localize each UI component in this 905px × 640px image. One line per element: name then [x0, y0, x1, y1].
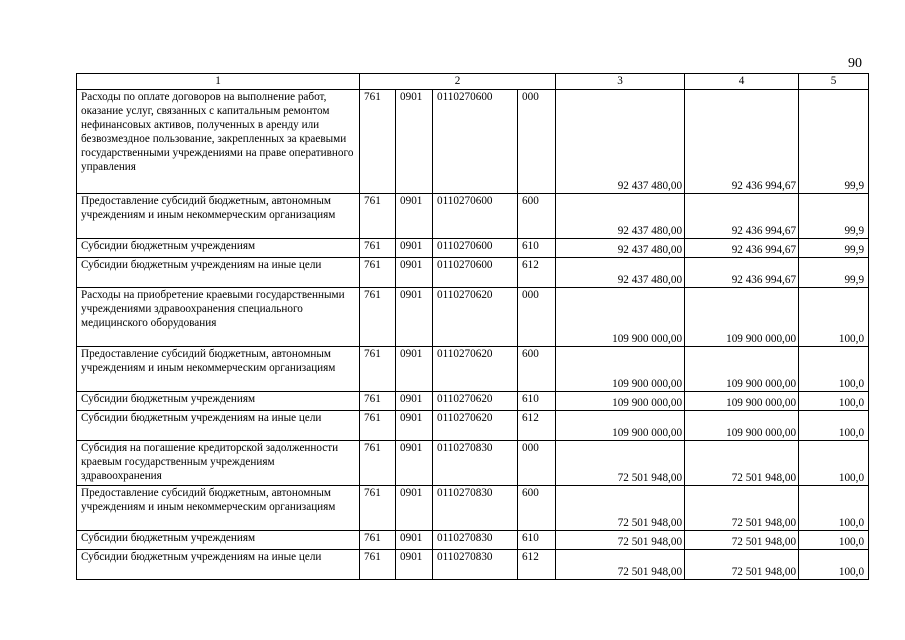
row-value-planned: 109 900 000,00	[556, 347, 685, 392]
row-value-percent: 100,0	[799, 347, 869, 392]
row-value-percent: 100,0	[799, 531, 869, 550]
row-value-actual: 72 501 948,00	[685, 486, 799, 531]
row-code-target: 0110270620	[433, 347, 518, 392]
row-description: Предоставление субсидий бюджетным, автономным учреждениям и иным некоммерческим организациям	[77, 486, 360, 531]
row-code-admin: 761	[360, 392, 396, 411]
row-code-type: 610	[518, 392, 556, 411]
row-code-type: 600	[518, 347, 556, 392]
row-code-section: 0901	[396, 531, 433, 550]
row-code-target: 0110270830	[433, 550, 518, 580]
row-code-target: 0110270600	[433, 90, 518, 194]
row-code-target: 0110270600	[433, 239, 518, 258]
row-code-admin: 761	[360, 239, 396, 258]
row-value-planned: 109 900 000,00	[556, 288, 685, 347]
table-row	[77, 90, 869, 194]
table-row	[77, 258, 869, 288]
row-code-type: 000	[518, 90, 556, 194]
row-code-type: 600	[518, 486, 556, 531]
row-code-section: 0901	[396, 90, 433, 194]
page-number: 90	[848, 56, 862, 71]
row-value-planned: 72 501 948,00	[556, 531, 685, 550]
row-value-planned: 92 437 480,00	[556, 258, 685, 288]
row-code-target: 0110270620	[433, 411, 518, 441]
row-code-admin: 761	[360, 441, 396, 486]
table-row	[77, 486, 869, 531]
row-description: Субсидии бюджетным учреждениям на иные цели	[77, 550, 360, 580]
row-value-actual: 72 501 948,00	[685, 550, 799, 580]
row-code-section: 0901	[396, 194, 433, 239]
row-value-percent: 99,9	[799, 194, 869, 239]
row-value-actual: 92 436 994,67	[685, 194, 799, 239]
row-value-actual: 92 436 994,67	[685, 258, 799, 288]
row-code-type: 000	[518, 441, 556, 486]
row-code-section: 0901	[396, 239, 433, 258]
row-code-admin: 761	[360, 550, 396, 580]
row-value-actual: 72 501 948,00	[685, 531, 799, 550]
table-row	[77, 441, 869, 486]
row-value-planned: 109 900 000,00	[556, 411, 685, 441]
row-value-planned: 72 501 948,00	[556, 441, 685, 486]
budget-table	[76, 73, 869, 580]
row-code-target: 0110270600	[433, 258, 518, 288]
row-code-type: 612	[518, 258, 556, 288]
row-value-percent: 100,0	[799, 411, 869, 441]
row-code-type: 612	[518, 550, 556, 580]
row-code-admin: 761	[360, 486, 396, 531]
row-value-percent: 100,0	[799, 441, 869, 486]
row-value-planned: 72 501 948,00	[556, 550, 685, 580]
row-description: Субсидии бюджетным учреждениям на иные цели	[77, 411, 360, 441]
row-description: Расходы на приобретение краевыми государственными учреждениями здравоохранения специального медицинского оборудования	[77, 288, 360, 347]
row-value-percent: 100,0	[799, 486, 869, 531]
header-col-1: 1	[77, 74, 360, 90]
table-row	[77, 347, 869, 392]
row-value-planned: 92 437 480,00	[556, 194, 685, 239]
row-code-section: 0901	[396, 411, 433, 441]
row-code-target: 0110270600	[433, 194, 518, 239]
row-value-percent: 100,0	[799, 550, 869, 580]
row-code-target: 0110270830	[433, 441, 518, 486]
row-code-target: 0110270830	[433, 486, 518, 531]
row-description: Субсидии бюджетным учреждениям на иные цели	[77, 258, 360, 288]
table-row	[77, 288, 869, 347]
row-value-actual: 109 900 000,00	[685, 347, 799, 392]
row-code-section: 0901	[396, 288, 433, 347]
row-code-admin: 761	[360, 90, 396, 194]
row-code-section: 0901	[396, 486, 433, 531]
row-value-percent: 100,0	[799, 288, 869, 347]
row-code-type: 612	[518, 411, 556, 441]
table-row	[77, 531, 869, 550]
table-row	[77, 239, 869, 258]
row-code-type: 000	[518, 288, 556, 347]
row-code-section: 0901	[396, 392, 433, 411]
row-value-planned: 92 437 480,00	[556, 239, 685, 258]
table-row	[77, 411, 869, 441]
row-value-actual: 92 436 994,67	[685, 239, 799, 258]
row-code-section: 0901	[396, 347, 433, 392]
row-description: Субсидии бюджетным учреждениям	[77, 392, 360, 411]
row-code-section: 0901	[396, 550, 433, 580]
header-col-3: 3	[556, 74, 685, 90]
row-value-planned: 92 437 480,00	[556, 90, 685, 194]
table-row	[77, 194, 869, 239]
row-value-actual: 109 900 000,00	[685, 411, 799, 441]
row-description: Субсидии бюджетным учреждениям	[77, 531, 360, 550]
row-code-target: 0110270620	[433, 392, 518, 411]
row-description: Предоставление субсидий бюджетным, автономным учреждениям и иным некоммерческим организациям	[77, 194, 360, 239]
row-value-percent: 99,9	[799, 258, 869, 288]
row-value-percent: 99,9	[799, 90, 869, 194]
row-value-actual: 109 900 000,00	[685, 392, 799, 411]
row-code-section: 0901	[396, 258, 433, 288]
row-description: Предоставление субсидий бюджетным, автономным учреждениям и иным некоммерческим организациям	[77, 347, 360, 392]
table-header-row	[77, 74, 869, 90]
table-body	[77, 74, 869, 580]
row-value-planned: 72 501 948,00	[556, 486, 685, 531]
row-value-actual: 72 501 948,00	[685, 441, 799, 486]
row-value-percent: 100,0	[799, 392, 869, 411]
row-description: Субсидии бюджетным учреждениям	[77, 239, 360, 258]
table-row	[77, 550, 869, 580]
row-code-admin: 761	[360, 194, 396, 239]
header-col-5: 5	[799, 74, 869, 90]
row-code-section: 0901	[396, 441, 433, 486]
header-col-4: 4	[685, 74, 799, 90]
row-code-type: 600	[518, 194, 556, 239]
row-value-actual: 92 436 994,67	[685, 90, 799, 194]
row-code-type: 610	[518, 239, 556, 258]
row-description: Субсидия на погашение кредиторской задолженности краевым государственным учреждениям здравоохранения	[77, 441, 360, 486]
row-code-admin: 761	[360, 347, 396, 392]
row-description: Расходы по оплате договоров на выполнение работ, оказание услуг, связанных с капитальным ремонтом нефинансовых активов, полученных в аренду или безвозмездное пользование, закрепленных за краевыми государственными учреждениями на праве оперативного управления	[77, 90, 360, 194]
row-code-target: 0110270620	[433, 288, 518, 347]
row-code-admin: 761	[360, 258, 396, 288]
row-value-percent: 99,9	[799, 239, 869, 258]
row-code-target: 0110270830	[433, 531, 518, 550]
table-row	[77, 392, 869, 411]
row-code-admin: 761	[360, 411, 396, 441]
row-value-actual: 109 900 000,00	[685, 288, 799, 347]
header-col-2: 2	[360, 74, 556, 90]
row-value-planned: 109 900 000,00	[556, 392, 685, 411]
row-code-admin: 761	[360, 531, 396, 550]
row-code-admin: 761	[360, 288, 396, 347]
row-code-type: 610	[518, 531, 556, 550]
